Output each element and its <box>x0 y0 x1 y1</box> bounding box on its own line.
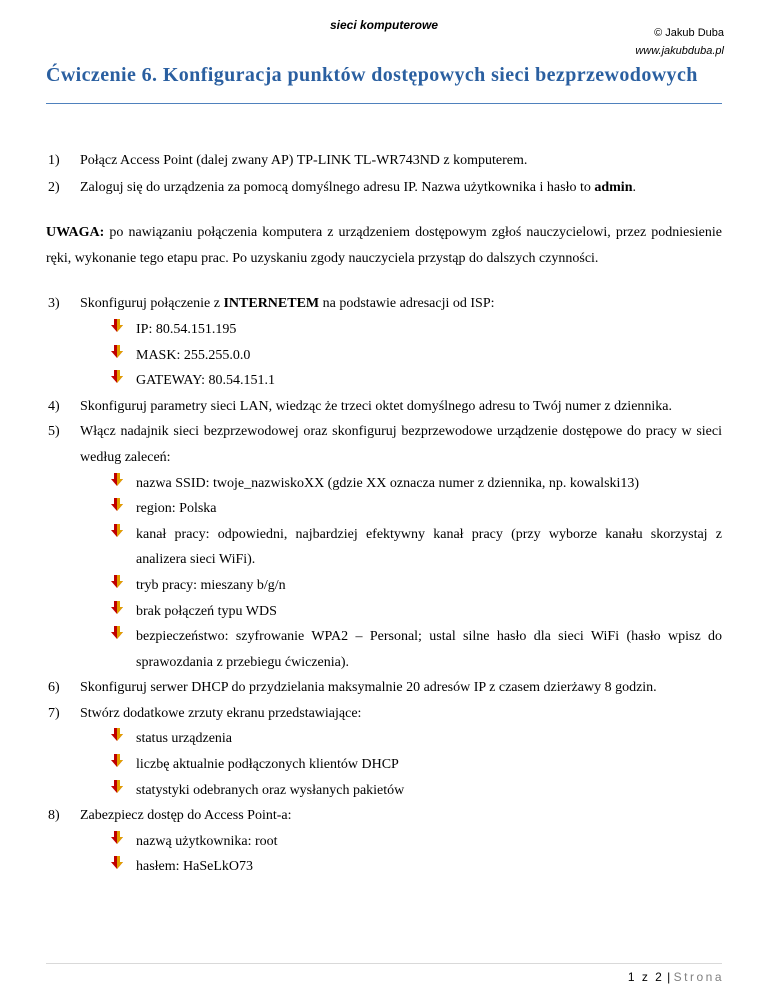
title-divider <box>46 103 722 104</box>
item-number: 8) <box>48 808 60 824</box>
sub-list-item <box>46 496 722 522</box>
list-item <box>46 701 722 803</box>
item-text-main: Zaloguj się do urządzenia za pomocą domyślnego adresu IP. Nazwa użytkownika i hasło to <box>80 179 595 195</box>
sub-list-item <box>46 829 722 855</box>
sub-list <box>46 726 722 803</box>
list-item <box>46 291 722 393</box>
down-arrow-bullet-icon <box>110 368 136 394</box>
warning-paragraph <box>46 220 722 271</box>
item-text <box>80 175 722 201</box>
item-text-bold: INTERNETEM <box>223 296 320 312</box>
list-item <box>46 394 722 420</box>
item-number: 3) <box>48 296 60 312</box>
sub-list <box>46 471 722 676</box>
item-text-end: . <box>632 179 636 195</box>
item-text: Skonfiguruj serwer DHCP do przydzielania maksymalnie 20 adresów IP z czasem dzierżawy 8 godzin. <box>80 680 657 696</box>
sub-list-text: tryb pracy: mieszany b/g/n <box>136 577 286 593</box>
header-author-block <box>635 24 724 60</box>
list-item <box>46 803 722 880</box>
sub-list-item <box>46 573 722 599</box>
item-number: 4) <box>48 398 60 414</box>
sub-list-item <box>46 624 722 675</box>
document-body <box>46 148 722 880</box>
down-arrow-bullet-icon <box>110 317 136 343</box>
sub-list-text: nazwą użytkownika: root <box>136 833 278 849</box>
sub-list <box>46 829 722 880</box>
down-arrow-bullet-icon <box>110 726 136 752</box>
sub-list-text: status urządzenia <box>136 731 233 747</box>
sub-list-text: region: Polska <box>136 501 217 517</box>
sub-list-text: brak połączeń typu WDS <box>136 603 277 619</box>
item-number: 6) <box>48 680 60 696</box>
list-item <box>46 175 722 201</box>
header-subject: sieci komputerowe <box>329 18 439 32</box>
item-number: 2) <box>48 179 60 195</box>
down-arrow-bullet-icon <box>110 573 136 599</box>
sub-list-item <box>46 343 722 369</box>
item-text: Zabezpiecz dostęp do Access Point-a: <box>80 808 292 824</box>
sub-list-item <box>46 522 722 573</box>
footer-separator: | <box>663 970 674 984</box>
item-text: Włącz nadajnik sieci bezprzewodowej oraz skonfiguruj bezprzewodowe urządzenie dostępowe do pracy w sieci według zaleceń: <box>80 424 722 465</box>
sub-list-text: MASK: 255.255.0.0 <box>136 347 251 363</box>
list-item <box>46 675 722 701</box>
sub-list-item <box>46 854 722 880</box>
header-author: © Jakub Duba <box>654 27 724 39</box>
item-text-main: Skonfiguruj połączenie z <box>80 296 224 312</box>
footer-label: Strona <box>673 970 724 984</box>
sub-list-item <box>46 599 722 625</box>
sub-list-item <box>46 471 722 497</box>
item-text: Skonfiguruj parametry sieci LAN, wiedząc że trzeci oktet domyślnego adresu to Twój numer z dziennika. <box>80 398 673 414</box>
item-text: Połącz Access Point (dalej zwany AP) TP-LINK TL-WR743ND z komputerem. <box>80 153 528 168</box>
down-arrow-bullet-icon <box>110 599 136 625</box>
item-text-bold: admin <box>594 179 633 195</box>
item-number: 7) <box>48 705 60 721</box>
sub-list <box>46 317 722 394</box>
sub-list-text: IP: 80.54.151.195 <box>136 321 237 337</box>
sub-list-item <box>46 317 722 343</box>
page-footer <box>628 970 724 984</box>
header-url: www.jakubduba.pl <box>635 45 724 57</box>
down-arrow-bullet-icon <box>110 778 136 804</box>
sub-list-text: bezpieczeństwo: szyfrowanie WPA2 – Personal; ustal silne hasło dla sieci WiFi (hasło wpisz do sprawozdania z przebiegu ćwiczenia). <box>136 629 722 670</box>
sub-list-text: nazwa SSID: twoje_nazwiskoXX (gdzie XX oznacza numer z dziennika, np. kowalski13) <box>136 475 640 491</box>
sub-list-text: kanał pracy: odpowiedni, najbardziej efektywny kanał pracy (przy wyborze kanału skorzystaj z analizera sieci WiFi). <box>136 526 722 568</box>
sub-list-text: statystyki odebranych oraz wysłanych pakietów <box>136 782 405 798</box>
page-title: Ćwiczenie 6. Konfiguracja punktów dostępowych sieci bezprzewodowych <box>46 64 698 86</box>
down-arrow-bullet-icon <box>110 624 136 675</box>
item-text <box>80 291 722 317</box>
item-number: 1) <box>48 153 60 168</box>
warning-text: po nawiązaniu połączenia komputera z urządzeniem dostępowym zgłoś nauczycielowi, przez podniesienie ręki, wykonanie tego etapu prac. Po uzyskaniu zgody nauczyciela przystąp do dalszych czynności. <box>46 225 722 266</box>
item-text: Stwórz dodatkowe zrzuty ekranu przedstawiające: <box>80 705 362 721</box>
down-arrow-bullet-icon <box>110 471 136 497</box>
sub-list-item <box>46 368 722 394</box>
down-arrow-bullet-icon <box>110 752 136 778</box>
down-arrow-bullet-icon <box>110 496 136 522</box>
page-number: 1 z 2 <box>627 970 664 984</box>
sub-list-item <box>46 778 722 804</box>
sub-list-text: liczbę aktualnie podłączonych klientów DHCP <box>136 757 399 773</box>
warning-label: UWAGA: <box>46 225 105 241</box>
sub-list-text: GATEWAY: 80.54.151.1 <box>136 373 275 389</box>
down-arrow-bullet-icon <box>110 854 136 880</box>
list-item <box>46 148 722 174</box>
item-number: 5) <box>48 424 60 440</box>
down-arrow-bullet-icon <box>110 522 136 573</box>
footer-divider <box>46 963 722 964</box>
sub-list-text: hasłem: HaSeLkO73 <box>136 859 254 875</box>
down-arrow-bullet-icon <box>110 829 136 855</box>
down-arrow-bullet-icon <box>110 343 136 369</box>
sub-list-item <box>46 726 722 752</box>
item-text-end: na podstawie adresacji od ISP: <box>319 296 495 312</box>
list-item <box>46 419 722 675</box>
sub-list-item <box>46 752 722 778</box>
